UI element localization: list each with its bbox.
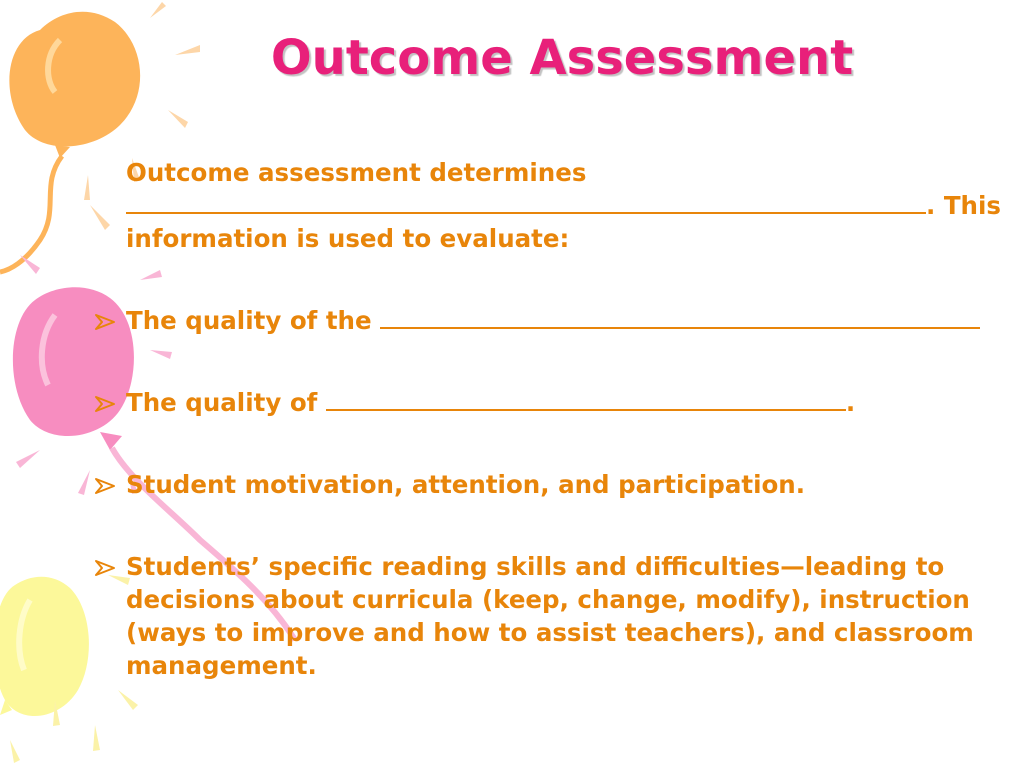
bullet-text-2: The quality of: [126, 388, 326, 417]
page-title: Outcome Assessment: [270, 30, 854, 86]
bullet-text-1: The quality of the: [126, 306, 381, 335]
fill-in-blank: [380, 326, 980, 329]
slide-body: [92, 156, 1024, 682]
intro-line-2-end: . This: [926, 191, 1001, 220]
bullet-text-2-suffix: .: [845, 388, 856, 417]
intro-paragraph: [92, 156, 1024, 255]
list-item: [92, 386, 1024, 419]
arrow-bullet-icon: [94, 559, 116, 577]
bullet-text-3: Student motivation, attention, and participation.: [126, 470, 806, 499]
arrow-bullet-icon: [94, 395, 116, 413]
intro-line-2: [126, 189, 1024, 222]
fill-in-blank: [126, 211, 926, 214]
intro-line-3: information is used to evaluate:: [126, 224, 570, 253]
list-item: [92, 468, 1024, 501]
list-item: [92, 304, 1024, 337]
arrow-bullet-icon: [94, 477, 116, 495]
balloon-yellow-icon: [0, 577, 89, 716]
list-item: [92, 550, 1024, 682]
bullet-text-4: Students’ specific reading skills and difficulties—leading to decisions about curricula (keep, change, modify), instruction (ways to improve and how to assist teachers), and classroom management.: [126, 552, 974, 680]
arrow-bullet-icon: [94, 313, 116, 331]
intro-line-1: Outcome assessment determines: [126, 158, 587, 187]
fill-in-blank: [326, 408, 846, 411]
